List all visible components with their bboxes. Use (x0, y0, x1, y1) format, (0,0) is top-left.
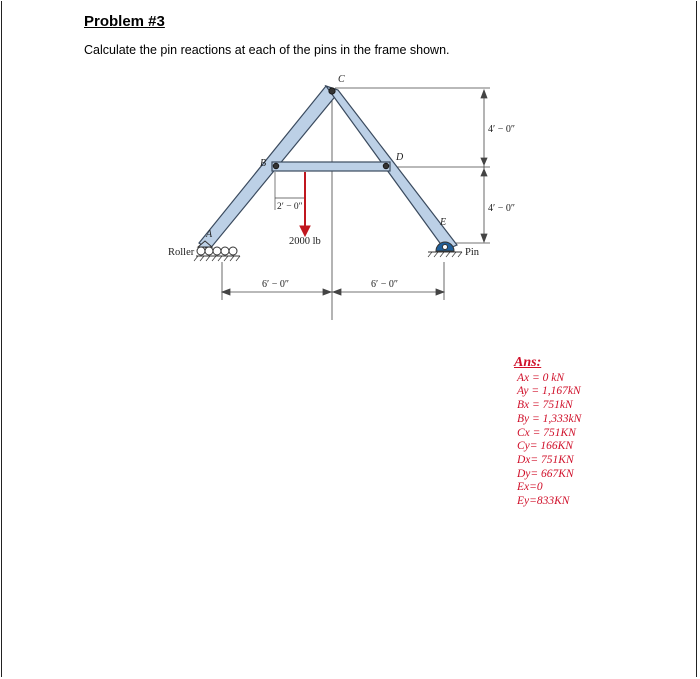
joint-label-d: D (396, 152, 404, 163)
answer-line: Ax = 0 kN (517, 371, 565, 384)
member-bd (272, 162, 390, 171)
pin-c (329, 88, 335, 94)
roller-support (194, 241, 240, 261)
dim-label-lower-height: 4′ − 0″ (488, 203, 515, 214)
answer-line: Ey=833KN (517, 495, 570, 508)
problem-title: Problem #3 (84, 13, 165, 30)
pin-d (383, 163, 389, 169)
answer-line: Dx= 751KN (517, 453, 574, 466)
frame-members (199, 86, 457, 250)
horizontal-dimension (222, 289, 444, 295)
joint-label-a: A (206, 229, 213, 240)
answer-line: By = 1,333kN (517, 412, 582, 425)
support-label-pin: Pin (465, 247, 480, 258)
answer-line: Dy= 667KN (517, 467, 574, 480)
support-label-roller: Roller (168, 247, 195, 258)
dim-label-right-span: 6′ − 0″ (371, 279, 398, 290)
dim-label-upper-height: 4′ − 0″ (488, 124, 515, 135)
answer-line: Ay = 1,167kN (517, 385, 581, 398)
pin-b (273, 163, 279, 169)
vertical-dimension (481, 90, 487, 242)
load-label: 2000 lb (289, 236, 321, 247)
answer-heading: Ans: (514, 355, 542, 370)
answer-line: Ex=0 (517, 481, 543, 494)
dim-label-left-span: 6′ − 0″ (262, 279, 289, 290)
joint-label-e: E (440, 217, 447, 228)
load-offset-label: 2′ − 0″ (277, 202, 303, 212)
problem-statement: Calculate the pin reactions at each of the pins in the frame shown. (84, 43, 450, 57)
answer-line: Cy= 166KN (517, 440, 574, 453)
joint-label-b: B (260, 158, 267, 169)
answer-block (514, 356, 581, 509)
answer-line: Bx = 751kN (517, 399, 573, 412)
answer-line: Cx = 751KN (517, 426, 576, 439)
joint-label-c: C (338, 74, 345, 85)
